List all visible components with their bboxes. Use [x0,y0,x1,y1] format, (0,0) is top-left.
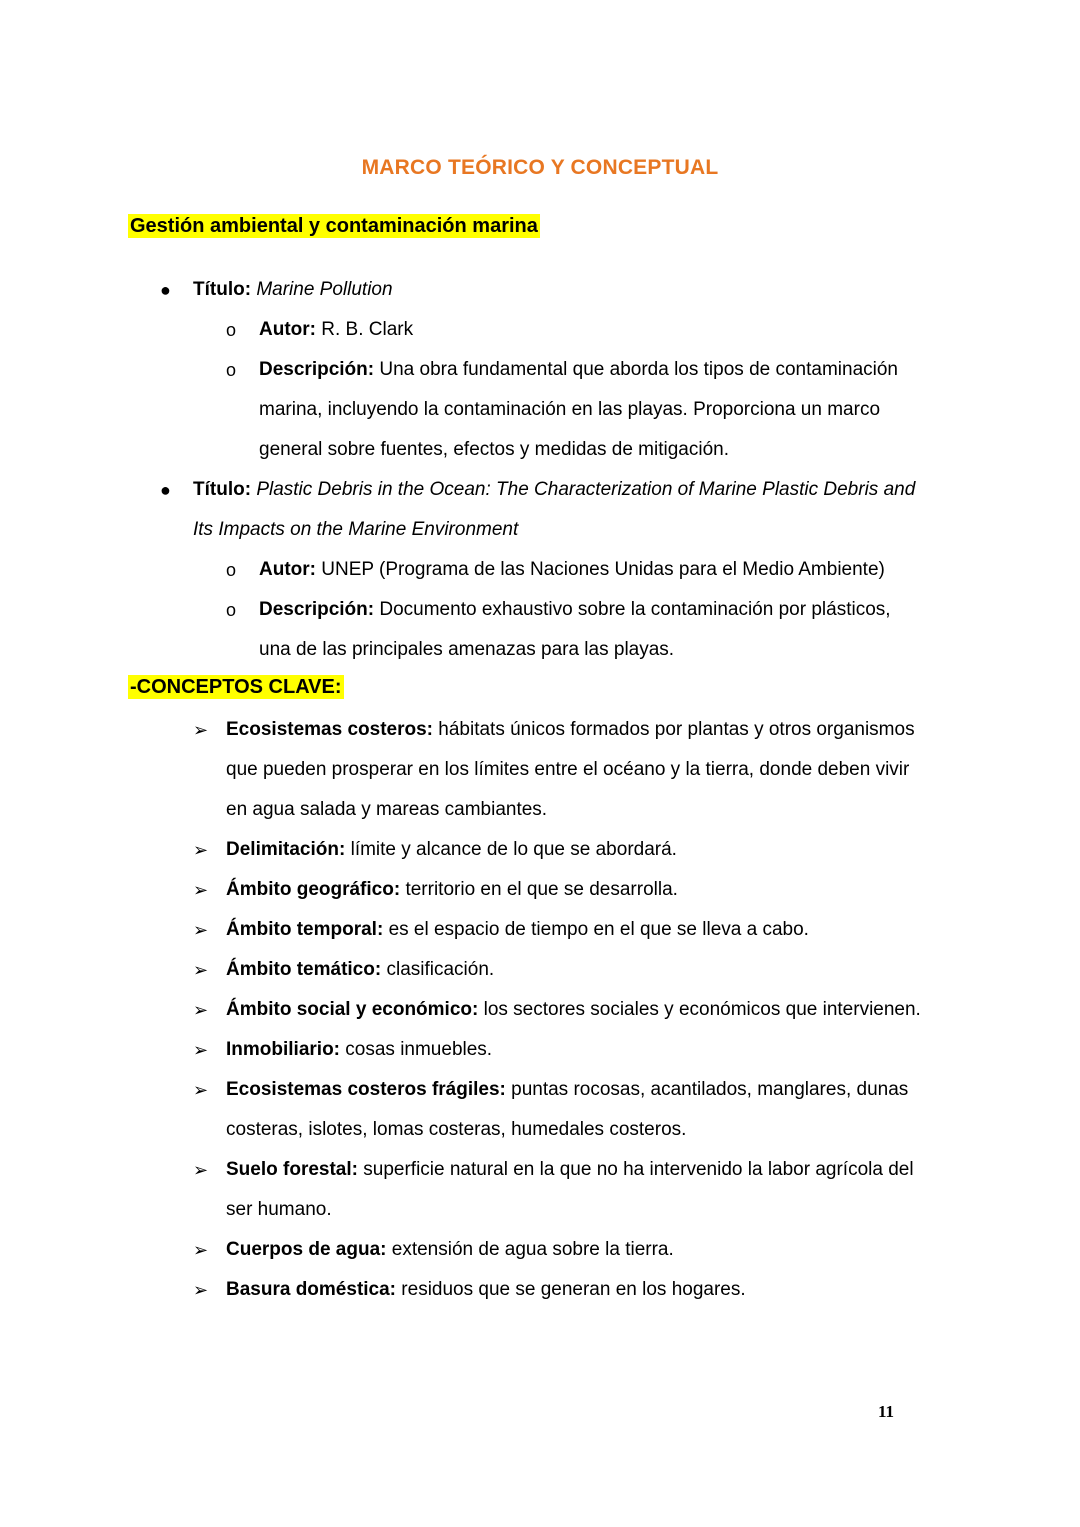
arrow-bullet-icon: ➢ [193,720,209,740]
entry-description: una de las principales amenazas para las playas. [259,639,675,660]
arrow-bullet-icon: ➢ [193,960,209,980]
arrow-bullet-icon: ➢ [193,880,209,900]
entry-description: general sobre fuentes, efectos y medidas de mitigación. [259,439,729,460]
arrow-bullet-icon: ➢ [193,1280,209,1300]
concept-item: en agua salada y mareas cambiantes. [226,799,548,820]
arrow-bullet-icon: ➢ [193,1080,209,1100]
concept-item: Ámbito temporal: es el espacio de tiempo en el que se lleva a cabo. [226,919,809,940]
concept-item: Basura doméstica: residuos que se generan en los hogares. [226,1279,746,1300]
concept-item: Ámbito temático: clasificación. [226,959,495,980]
concept-item: Ámbito social y económico: los sectores sociales y económicos que intervienen. [226,999,921,1020]
arrow-bullet-icon: ➢ [193,920,209,940]
circle-bullet-icon: o [226,360,237,380]
bullet-icon: ● [160,280,171,300]
entry-title: Título: Marine Pollution [193,279,393,300]
concept-item: costeras, islotes, lomas costeras, humedales costeros. [226,1119,687,1140]
bullet-icon: ● [160,480,171,500]
arrow-bullet-icon: ➢ [193,840,209,860]
arrow-bullet-icon: ➢ [193,1160,209,1180]
concept-item: que pueden prosperar en los límites entre el océano y la tierra, donde deben vivir [226,759,910,780]
entry-author: Autor: R. B. Clark [259,319,414,340]
concept-item: Inmobiliario: cosas inmuebles. [226,1039,493,1060]
entry-title: Título: Plastic Debris in the Ocean: The Characterization of Marine Plastic Debris and [193,479,916,500]
entry-description: Descripción: Documento exhaustivo sobre la contaminación por plásticos, [259,599,891,620]
entry-description: marina, incluyendo la contaminación en las playas. Proporciona un marco [259,399,881,420]
arrow-bullet-icon: ➢ [193,1040,209,1060]
circle-bullet-icon: o [226,320,237,340]
entry-title: Its Impacts on the Marine Environment [193,519,519,540]
entry-author: Autor: UNEP (Programa de las Naciones Unidas para el Medio Ambiente) [259,559,885,580]
concept-item: Delimitación: límite y alcance de lo que se abordará. [226,839,677,860]
section-heading: Gestión ambiental y contaminación marina [130,215,538,237]
concept-item: Cuerpos de agua: extensión de agua sobre la tierra. [226,1239,674,1260]
concept-item: Suelo forestal: superficie natural en la que no ha intervenido la labor agrícola del [226,1159,914,1180]
concepts-heading: -CONCEPTOS CLAVE: [130,676,342,698]
concept-item: Ecosistemas costeros frágiles: puntas rocosas, acantilados, manglares, dunas [226,1079,909,1100]
concept-item: ser humano. [226,1199,332,1220]
circle-bullet-icon: o [226,600,237,620]
arrow-bullet-icon: ➢ [193,1240,209,1260]
page-title: MARCO TEÓRICO Y CONCEPTUAL [361,156,719,179]
concept-item: Ecosistemas costeros: hábitats únicos formados por plantas y otros organismos [226,719,915,740]
circle-bullet-icon: o [226,560,237,580]
page-number: 11 [878,1402,895,1421]
concept-item: Ámbito geográfico: territorio en el que se desarrolla. [226,879,678,900]
entry-description: Descripción: Una obra fundamental que aborda los tipos de contaminación [259,359,898,380]
arrow-bullet-icon: ➢ [193,1000,209,1020]
